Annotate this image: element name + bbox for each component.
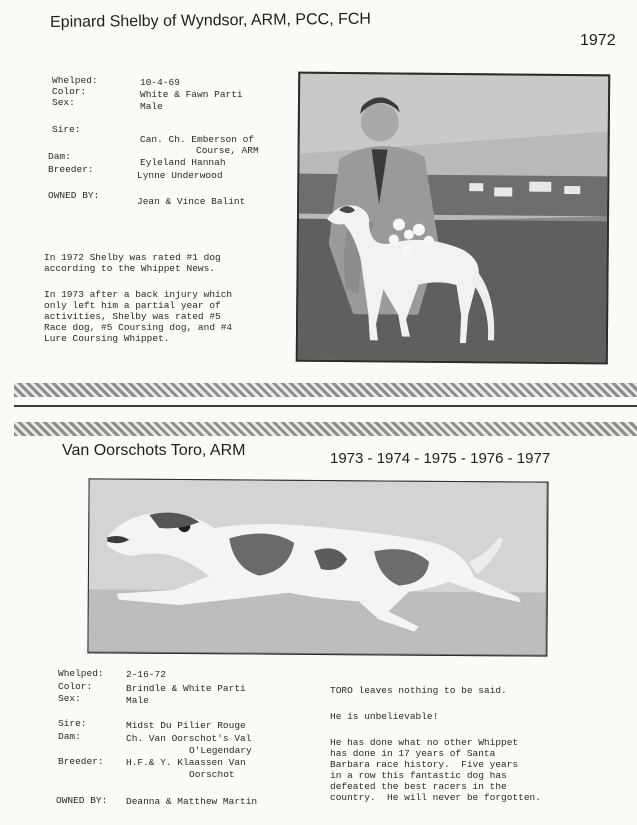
bottom-sire-value: Midst Du Pilier Rouge bbox=[126, 720, 246, 731]
bottom-sire-label: Sire: bbox=[58, 718, 87, 729]
bottom-color-value: Brindle & White Parti bbox=[126, 683, 246, 694]
top-paragraph-2: In 1973 after a back injury which only left him a partial year of activities, Shelby was rated #5 Race dog, #5 Coursing dog, and #4 Lure Coursing Whippet. bbox=[44, 289, 233, 344]
top-dog-title: Epinard Shelby of Wyndsor, ARM, PCC, FCH bbox=[50, 10, 372, 31]
striped-divider-top bbox=[14, 383, 637, 397]
top-whelped-label: Whelped: bbox=[52, 75, 98, 86]
top-color-label: Color: bbox=[52, 86, 87, 97]
section-rule bbox=[14, 405, 637, 407]
top-whelped-value: 10-4-69 bbox=[140, 77, 180, 88]
top-paragraph-1: In 1972 Shelby was rated #1 dog according to the Whippet News. bbox=[44, 252, 221, 274]
top-breeder-label: Breeder: bbox=[48, 164, 94, 175]
bottom-dog-title: Van Oorschots Toro, ARM bbox=[62, 442, 246, 459]
bottom-text-1: TORO leaves nothing to be said. bbox=[330, 685, 507, 696]
bottom-whelped-label: Whelped: bbox=[58, 668, 104, 679]
bottom-sex-label: Sex: bbox=[58, 693, 81, 704]
bottom-breeder-label: Breeder: bbox=[58, 756, 104, 767]
bottom-dam-label: Dam: bbox=[58, 731, 81, 742]
top-dam-label: Dam: bbox=[48, 151, 71, 162]
top-owner-value: Jean & Vince Balint bbox=[137, 196, 246, 207]
bottom-dog-photo bbox=[87, 478, 548, 656]
bottom-owner-value: Deanna & Matthew Martin bbox=[126, 796, 258, 807]
top-dog-photo bbox=[296, 72, 611, 365]
top-sire-value: Can. Ch. Emberson of bbox=[140, 134, 255, 145]
striped-divider-bottom bbox=[14, 422, 637, 436]
racing-whippet-image bbox=[88, 479, 546, 654]
top-sire-label: Sire: bbox=[52, 124, 81, 135]
bottom-text-3: He has done what no other Whippet has done in 17 years of Santa Barbara race history. Five years in a row this fantastic dog has defeated the best racers in the country. He will never be forgotten. bbox=[330, 737, 541, 803]
bottom-dam-value-cont: O'Legendary bbox=[189, 745, 252, 756]
top-year: 1972 bbox=[580, 32, 616, 49]
top-color-value: White & Fawn Parti bbox=[140, 89, 243, 100]
bottom-breeder-value-cont: Oorschot bbox=[189, 769, 235, 780]
bottom-color-label: Color: bbox=[58, 681, 93, 692]
bottom-sex-value: Male bbox=[126, 695, 149, 706]
bottom-whelped-value: 2-16-72 bbox=[126, 669, 166, 680]
bottom-owner-label: OWNED BY: bbox=[56, 795, 108, 806]
top-sex-label: Sex: bbox=[52, 97, 75, 108]
bottom-text-2: He is unbelievable! bbox=[330, 711, 439, 722]
top-sire-value-cont: Course, ARM bbox=[196, 145, 259, 156]
top-sex-value: Male bbox=[140, 101, 163, 112]
bottom-dam-value: Ch. Van Oorschot's Val bbox=[126, 733, 252, 744]
handler-with-whippet-image bbox=[298, 74, 608, 363]
top-owner-label: OWNED BY: bbox=[48, 190, 100, 201]
top-dam-value: Eyleland Hannah bbox=[140, 157, 226, 168]
top-breeder-value: Lynne Underwood bbox=[137, 170, 223, 181]
bottom-breeder-value: H.F.& Y. Klaassen Van bbox=[126, 757, 246, 768]
bottom-years: 1973 - 1974 - 1975 - 1976 - 1977 bbox=[330, 450, 551, 467]
